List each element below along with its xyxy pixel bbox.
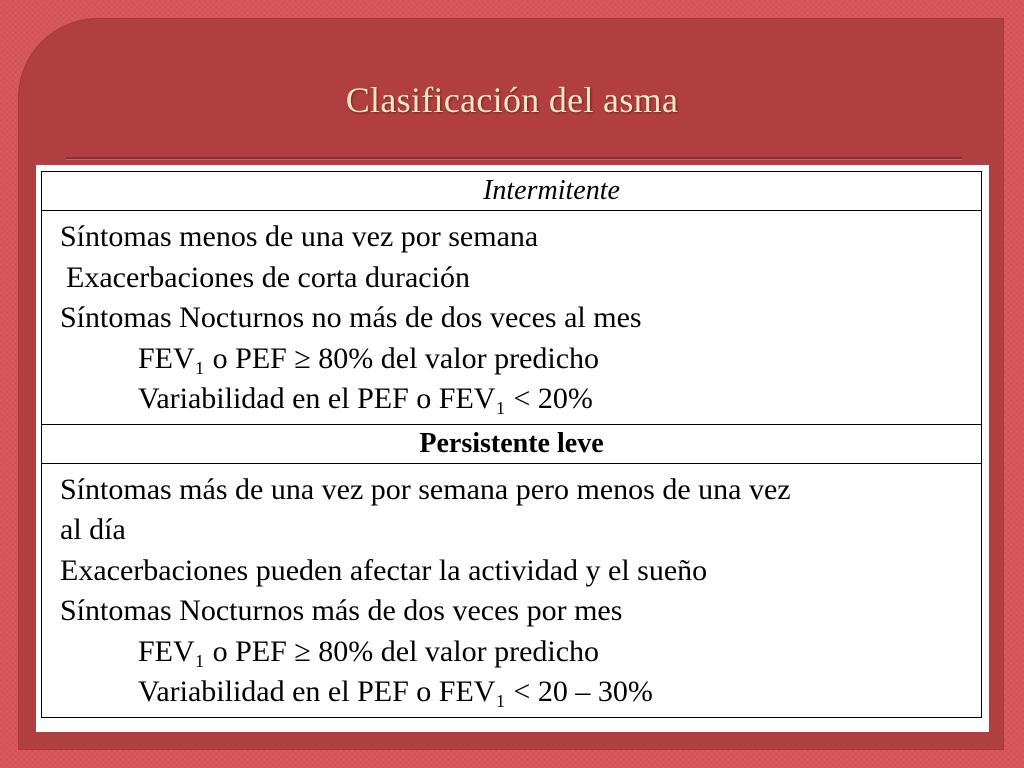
asthma-classification-table: [41, 171, 982, 718]
criteria-line: FEV₁ o PEF ≥ 80% del valor predicho: [138, 341, 600, 375]
section-header-persistente-leve: Persistente leve: [42, 424, 982, 463]
title-divider: [66, 157, 962, 160]
slide-title: Clasificación del asma: [345, 80, 679, 120]
criteria-line: Síntomas menos de una vez por semana: [60, 220, 539, 253]
criteria-line: Variabilidad en el PEF o FEV₁ < 20%: [138, 382, 593, 415]
section-body-persistente-leve: [42, 463, 982, 717]
criteria-line: Exacerbaciones pueden afectar la actividad y el sueño: [60, 553, 708, 587]
classification-table-image: [36, 165, 989, 732]
section-body-intermitente: [42, 211, 982, 425]
section-header-intermitente: Intermitente: [42, 172, 982, 211]
criteria-line: al día: [60, 513, 126, 546]
criteria-line: FEV₁ o PEF ≥ 80% del valor predicho: [138, 634, 600, 668]
criteria-line: Síntomas Nocturnos no más de dos veces al mes: [60, 301, 642, 334]
criteria-line: Síntomas Nocturnos más de dos veces por mes: [60, 594, 623, 627]
criteria-line: Variabilidad en el PEF o FEV₁ < 20 – 30%: [138, 675, 653, 708]
criteria-line: Exacerbaciones de corta duración: [66, 260, 470, 294]
criteria-line: Síntomas más de una vez por semana pero menos de una vez: [60, 472, 791, 506]
